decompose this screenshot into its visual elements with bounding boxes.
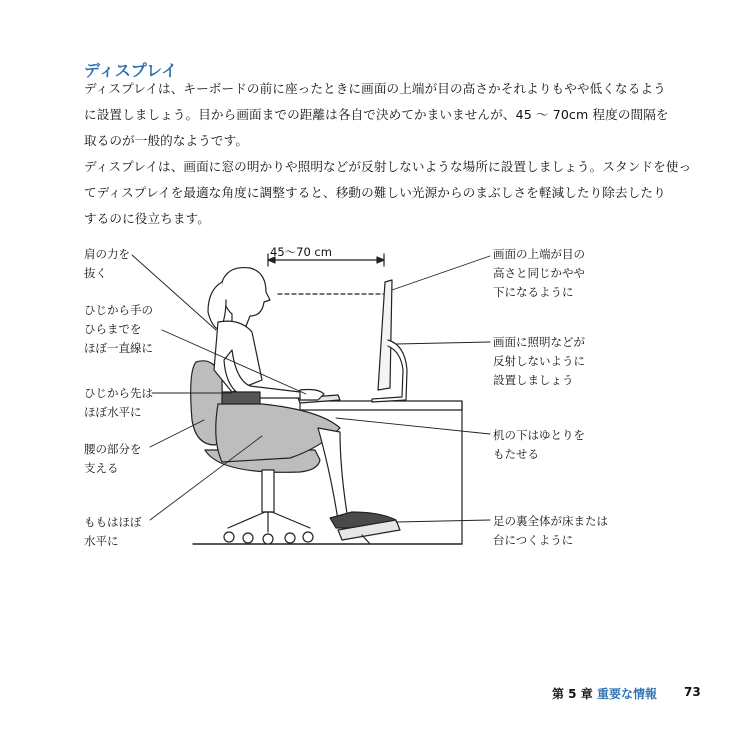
label-line: 画面の上端が目の: [493, 247, 585, 261]
label-line: 反射しないように: [493, 354, 585, 368]
label-line: 机の下はゆとりを: [493, 428, 585, 442]
label-line: 下になるように: [493, 285, 574, 299]
label-thighs: [84, 513, 142, 551]
leader-lines: [132, 255, 490, 522]
paragraph-line: するのに役立ちます。: [84, 211, 210, 226]
label-feet: [493, 512, 608, 550]
monitor: [372, 280, 407, 402]
label-line: ほぼ一直線に: [84, 341, 153, 355]
label-wrist-line: [84, 301, 153, 358]
label-line: ひらまでを: [84, 322, 142, 336]
paragraph-line: ディスプレイは、画面に窓の明かりや照明などが反射しないような場所に設置しましょう。スタンドを使っ: [84, 159, 692, 174]
label-line: 高さと同じかやや: [493, 266, 585, 280]
seated-person: [208, 268, 396, 528]
label-line: もたせる: [493, 447, 539, 461]
label-line: 台につくように: [493, 533, 574, 547]
label-line: 設置しましょう: [493, 373, 574, 387]
label-screen-top: [493, 245, 585, 302]
label-line: 足の裏全体が床または: [493, 514, 608, 528]
paragraph-line: ディスプレイは、キーボードの前に座ったときに画面の上端が目の高さかそれよりもやや低くなるよう: [84, 81, 666, 96]
footer-chapter: 第 5 章: [552, 687, 593, 701]
label-glare: [493, 333, 585, 390]
distance-label: 45〜70 cm: [270, 245, 332, 259]
paragraph-line: てディスプレイを最適な角度に調整すると、移動の難しい光源からのまぶしさを軽減したり除去したり: [84, 185, 666, 200]
label-line: ひじから先は: [84, 386, 153, 400]
label-line: ひじから手の: [84, 303, 153, 317]
label-line: ほぼ水平に: [84, 405, 142, 419]
label-line: 支える: [84, 461, 119, 475]
page-number: 73: [684, 685, 701, 699]
label-lower-back: [84, 440, 142, 478]
label-desk-clearance: [493, 426, 585, 464]
label-line: 画面に照明などが: [493, 335, 585, 349]
footer-chapter-title: 重要な情報: [597, 687, 658, 701]
label-shoulders: [84, 245, 130, 283]
label-line: ももはほぼ: [84, 515, 142, 529]
label-line: 肩の力を: [84, 247, 130, 261]
label-line: 抜く: [84, 266, 107, 280]
label-forearm: [84, 384, 153, 422]
label-line: 腰の部分を: [84, 442, 142, 456]
label-line: 水平に: [84, 534, 119, 548]
paragraph-line: に設置しましょう。目から画面までの距離は各自で決めてかまいませんが、45 ～ 70cm 程度の間隔を: [84, 107, 669, 122]
paragraph-line: 取るのが一般的なようです。: [84, 133, 249, 148]
section-heading: ディスプレイ: [84, 61, 178, 80]
